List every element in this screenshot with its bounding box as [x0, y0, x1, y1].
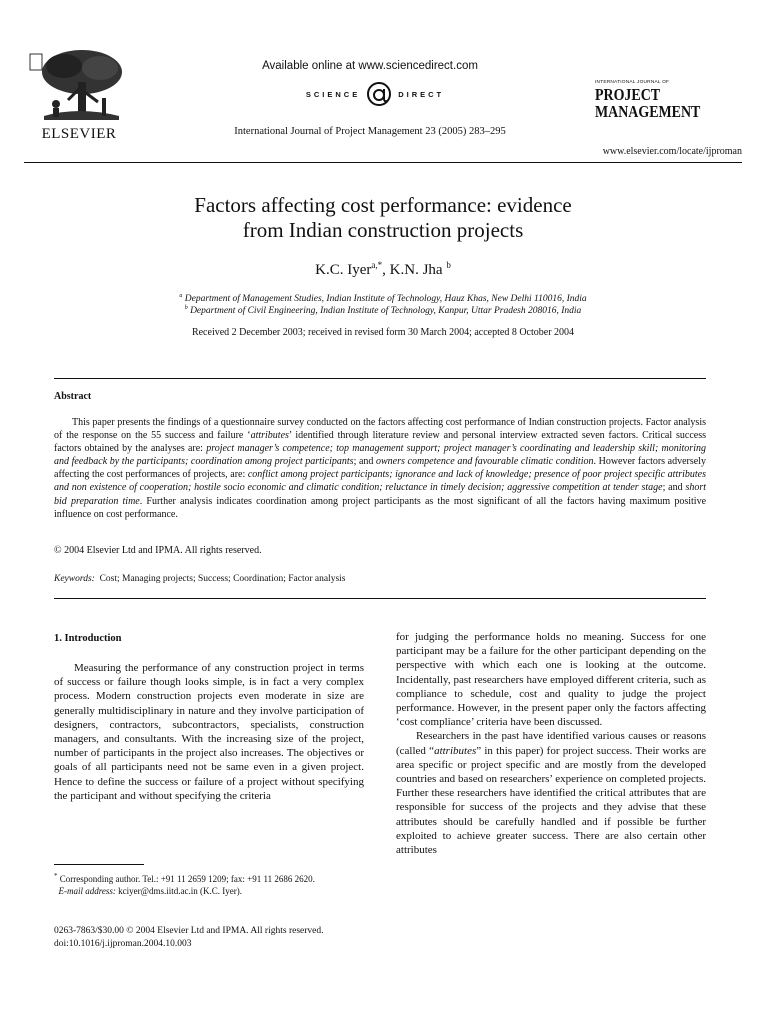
paragraph-text: Researchers in the past have identified various causes or reasons (called “ — [396, 730, 706, 757]
paragraph — [396, 729, 706, 857]
title-line1: Factors affecting cost performance: evidence — [194, 193, 572, 217]
aff-a-sup: a — [179, 293, 183, 299]
abstract-body — [54, 416, 706, 521]
journal-logo-small: INTERNATIONAL JOURNAL OF — [595, 80, 670, 85]
aff-b-sup: b — [184, 305, 188, 311]
abstract-text: ; and — [662, 482, 686, 494]
keywords-text: Cost; Managing projects; Success; Coordination; Factor analysis — [99, 574, 346, 584]
keywords — [54, 574, 706, 584]
available-online[interactable]: Available online at www.sciencedirect.com — [262, 60, 478, 72]
publisher-name: ELSEVIER — [41, 126, 117, 142]
aff-a-text: Department of Management Studies, Indian Institute of Technology, Hauz Khas, New Delhi 110016, India — [184, 294, 587, 305]
section-heading: 1. Introduction — [54, 633, 122, 644]
elsevier-tree-logo — [24, 46, 134, 124]
abstract-text: . Further analysis indicates coordination among project participants as the most significant of all the factors having maximum positive influence on cost performance. — [54, 495, 707, 520]
header-divider — [24, 162, 742, 163]
abstract-copyright: © 2004 Elsevier Ltd and IPMA. All rights reserved. — [54, 545, 262, 556]
sciencedirect-logo — [210, 80, 540, 108]
author-list — [150, 260, 616, 279]
paragraph-text: ” in this paper) for project success. Their works are area specific or project specific and are mostly from the developed countries and based on researchers’ experience on completed projects. Further these researchers have identified the critical attributes that are responsible for success of the projects and they advise that these attributes should be carefully handled and if possible be further exploited to achieve greater success. There are also certain other attributes — [396, 744, 706, 857]
author-1[interactable]: K.C. Iyer — [315, 262, 372, 278]
affiliation-b — [60, 305, 706, 316]
keywords-divider — [54, 598, 706, 599]
abstract-adverse-factors: short bid preparation time — [54, 482, 706, 507]
author-1-sup: a,* — [371, 260, 383, 270]
doi-line[interactable]: doi:10.1016/j.ijproman.2004.10.003 — [54, 938, 192, 949]
article-title — [100, 193, 666, 243]
title-line2: from Indian construction projects — [242, 218, 524, 242]
journal-url[interactable]: www.elsevier.com/locate/ijproman — [602, 146, 742, 157]
sd-left-text: SCIENCE — [305, 89, 361, 99]
attributes-term: attributes — [434, 744, 477, 757]
journal-citation: International Journal of Project Management 23 (2005) 283–295 — [234, 126, 506, 137]
corresponding-author — [54, 870, 364, 885]
footnote-star: * — [54, 872, 58, 880]
abstract-text: ; and — [353, 456, 377, 468]
issn-block — [54, 925, 394, 950]
abstract-success-factors: project manager’s competence; top management support; project manager’s coordinating and leadership skill; monitoring and feedback by the participants; coordination among project participants — [54, 443, 706, 468]
email-tail: (K.C. Iyer). — [197, 886, 242, 896]
abstract-heading: Abstract — [54, 391, 92, 402]
issn-line: 0263-7863/$30.00 © 2004 Elsevier Ltd and IPMA. All rights reserved. — [54, 926, 324, 936]
abstract-divider — [54, 378, 706, 379]
author-2[interactable]: , K.N. Jha — [382, 262, 443, 278]
email-link[interactable]: kciyer@dms.iitd.ac.in — [118, 886, 198, 896]
aff-b-text: Department of Civil Engineering, Indian Institute of Technology, Kanpur, Uttar Pradesh 208016, India — [190, 306, 582, 317]
abstract-text: ’ identified through literature review and personal interview extracted seven factors. Critical success factors obtained by the analyses are: — [54, 430, 706, 455]
paragraph: for judging the performance holds no meaning. Success for one participant may be a failure for the other participant depending on the perspective with which each one is looking at the outcome. Incidentally, past researchers have employed different criteria, such as compliance to schedule, cost and quality to judge the project performance. However, in the present paper only the factors affecting ‘cost compliance’ criteria have been discussed. — [396, 631, 706, 729]
journal-logo-line1: PROJECT — [595, 85, 661, 104]
sd-right-text: DIRECT — [398, 89, 445, 99]
email-label: E-mail address: — [58, 886, 116, 896]
affiliation-a — [60, 293, 706, 304]
journal-logo-line2: MANAGEMENT — [595, 102, 701, 121]
abstract-text: . However factors adversely affecting the cost performances of projects, are: — [54, 456, 706, 481]
abstract-text: This paper presents the findings of a questionnaire survey conducted on the factors affecting cost performance of Indian construction projects. Factor analysis of the response on the 55 success and failure ‘ — [54, 417, 706, 442]
abstract-attributes: attributes — [250, 430, 289, 442]
footnote — [54, 870, 364, 897]
paragraph: Measuring the performance of any construction project in terms of success or failure though looks simple, is in fact a very complex process. Modern construction projects even moderate in size are generally multidisciplinary in nature and they involve participation of designers, contractors, subcontractors, specialists, construction managers, and consultants. With the increasing size of the project, number of participants in the project also increases. The objectives or goals of all participants need not be same even in a given project. Hence to define the success or failure of a project without specifying the participant and without specifying the criteria — [54, 662, 364, 802]
received-dates: Received 2 December 2003; received in revised form 30 March 2004; accepted 8 October 2004 — [191, 327, 575, 338]
abstract-success-factors: owners competence and favourable climatic condition — [376, 456, 594, 468]
corresponding-text: Corresponding author. Tel.: +91 11 2659 1209; fax: +91 11 2686 2620. — [59, 874, 315, 884]
footnote-divider — [54, 864, 144, 865]
journal-logo — [595, 86, 710, 120]
abstract-adverse-factors: conflict among project participants; ignorance and lack of knowledge; presence of poor project specific attributes and non existence of cooperation; hostile socio economic and climatic condition; reluctance in timely decision; aggressive competition at tender stage — [54, 469, 707, 494]
keywords-label: Keywords: — [54, 574, 95, 584]
left-column — [54, 661, 364, 803]
email-line — [54, 885, 364, 897]
author-2-sup: b — [446, 260, 451, 270]
right-column — [396, 630, 706, 857]
sciencedirect-at-icon — [366, 81, 392, 107]
